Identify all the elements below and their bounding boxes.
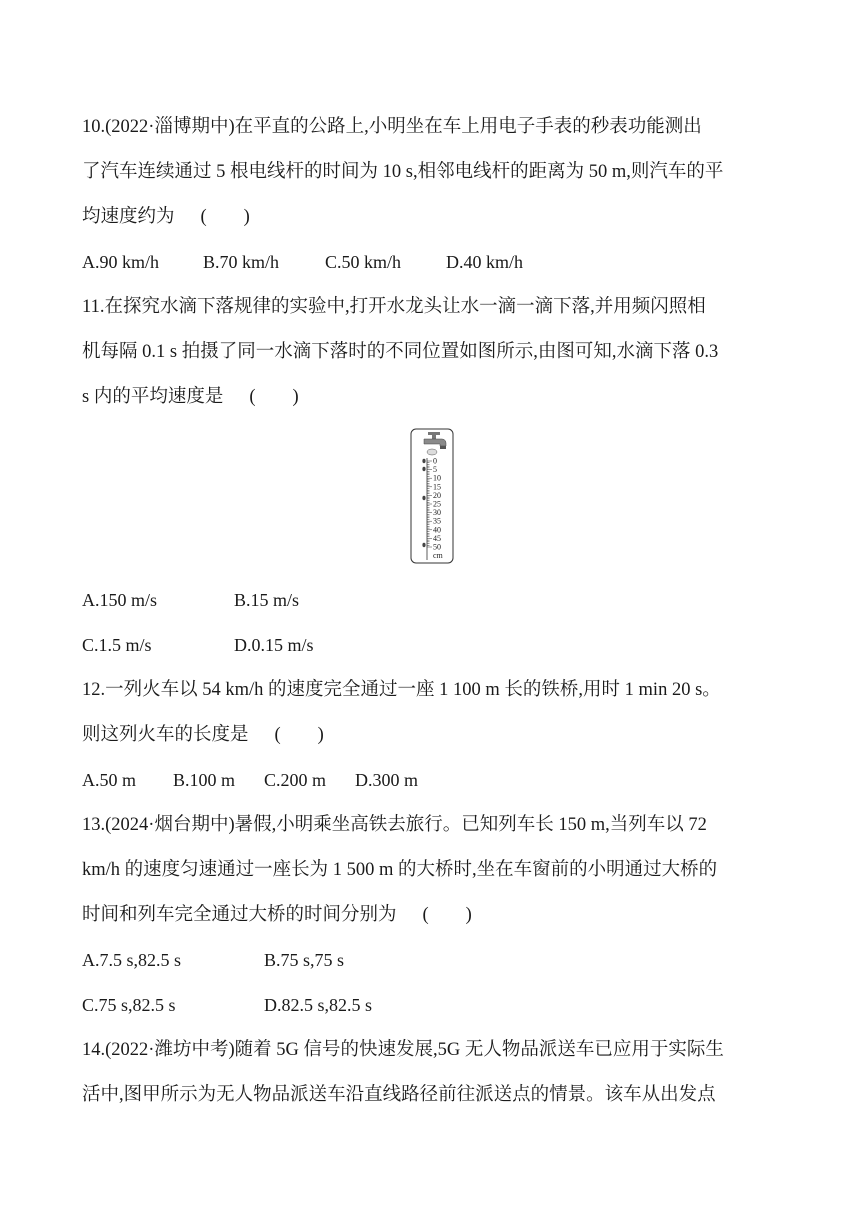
q11-line-3 — [82, 385, 782, 409]
q12-option-c: C.200 m — [264, 770, 327, 790]
ruler-tick-label: 40 — [433, 525, 441, 535]
q11-option-b: B.15 m/s — [234, 590, 300, 610]
q12-option-a: A.50 m — [82, 770, 136, 790]
q10-option-d: D.40 km/h — [446, 252, 524, 272]
q10-line-2: 了汽车连续通过 5 根电线杆的时间为 10 s,相邻电线杆的距离为 50 m,则汽车的平 — [82, 162, 724, 182]
water-drop-ruler-figure — [410, 428, 454, 564]
q11-option-c: C.1.5 m/s — [82, 635, 152, 655]
q11-option-d: D.0.15 m/s — [234, 635, 314, 655]
water-drop-3 — [422, 543, 425, 547]
q10-option-a: A.90 km/h — [82, 252, 160, 272]
q13-line-1: 13.(2024·烟台期中)暑假,小明乘坐高铁去旅行。已知列车长 150 m,当列车以 72 — [82, 815, 707, 835]
ruler-tick-label: 15 — [433, 482, 441, 492]
q12-line-2 — [82, 723, 782, 747]
q13-option-b: B.75 s,75 s — [264, 950, 345, 970]
q12-line-2-text: 则这列火车的长度是 — [82, 725, 249, 745]
q13-line-2: km/h 的速度匀速通过一座长为 1 500 m 的大桥时,坐在车窗前的小明通过大桥的 — [82, 860, 718, 880]
q10-line-3-text: 均速度约为 — [82, 207, 175, 227]
ruler-tick-label: 10 — [433, 473, 441, 483]
q11-line-1: 11.在探究水滴下落规律的实验中,打开水龙头让水一滴一滴下落,并用频闪照相 — [82, 297, 706, 317]
water-drop-1 — [422, 467, 425, 471]
q11-line-2: 机每隔 0.1 s 拍摄了同一水滴下落时的不同位置如图所示,由图可知,水滴下落 0.3 — [82, 342, 719, 362]
q13-option-d: D.82.5 s,82.5 s — [264, 995, 373, 1015]
q10-answer-paren: ( ) — [200, 207, 250, 227]
q14-line-2: 活中,图甲所示为无人物品派送车沿直线路径前往派送点的情景。该车从出发点 — [82, 1085, 716, 1105]
q12-option-b: B.100 m — [173, 770, 236, 790]
q11-answer-paren: ( ) — [249, 387, 299, 407]
ruler-tick-label: 45 — [433, 533, 441, 543]
q11-option-a: A.150 m/s — [82, 590, 158, 610]
q14-line-1: 14.(2022·潍坊中考)随着 5G 信号的快速发展,5G 无人物品派送车已应用于实际生 — [82, 1040, 724, 1060]
q10-line-3 — [82, 205, 782, 229]
q13-line-3 — [82, 903, 782, 927]
q13-answer-paren: ( ) — [422, 905, 472, 925]
q12-line-1: 12.一列火车以 54 km/h 的速度完全通过一座 1 100 m 长的铁桥,用时 1 min 20 s。 — [82, 680, 721, 700]
q12-option-d: D.300 m — [355, 770, 418, 790]
ruler-svg — [410, 428, 454, 564]
water-drop-0 — [422, 459, 425, 463]
ruler-tick-label: 0 — [433, 456, 437, 466]
ruler-tick-label: 50 — [433, 542, 441, 552]
ruler-tick-label: 30 — [433, 508, 441, 518]
q12-answer-paren: ( ) — [274, 725, 324, 745]
ruler-tick-label: 20 — [433, 490, 441, 500]
q10-line-1: 10.(2022·淄博期中)在平直的公路上,小明坐在车上用电子手表的秒表功能测出 — [82, 117, 702, 137]
water-drop-2 — [422, 496, 425, 500]
q10-option-b: B.70 km/h — [203, 252, 280, 272]
q10-option-c: C.50 km/h — [325, 252, 402, 272]
q13-option-a: A.7.5 s,82.5 s — [82, 950, 182, 970]
ruler-tick-label: 35 — [433, 516, 441, 526]
q13-line-3-text: 时间和列车完全通过大桥的时间分别为 — [82, 905, 397, 925]
ruler-unit-label: cm — [433, 551, 443, 561]
q13-option-c: C.75 s,82.5 s — [82, 995, 176, 1015]
ruler-tick-label: 25 — [433, 499, 441, 509]
ruler-tick-label: 5 — [433, 465, 437, 475]
q11-line-3-text: s 内的平均速度是 — [82, 387, 224, 407]
